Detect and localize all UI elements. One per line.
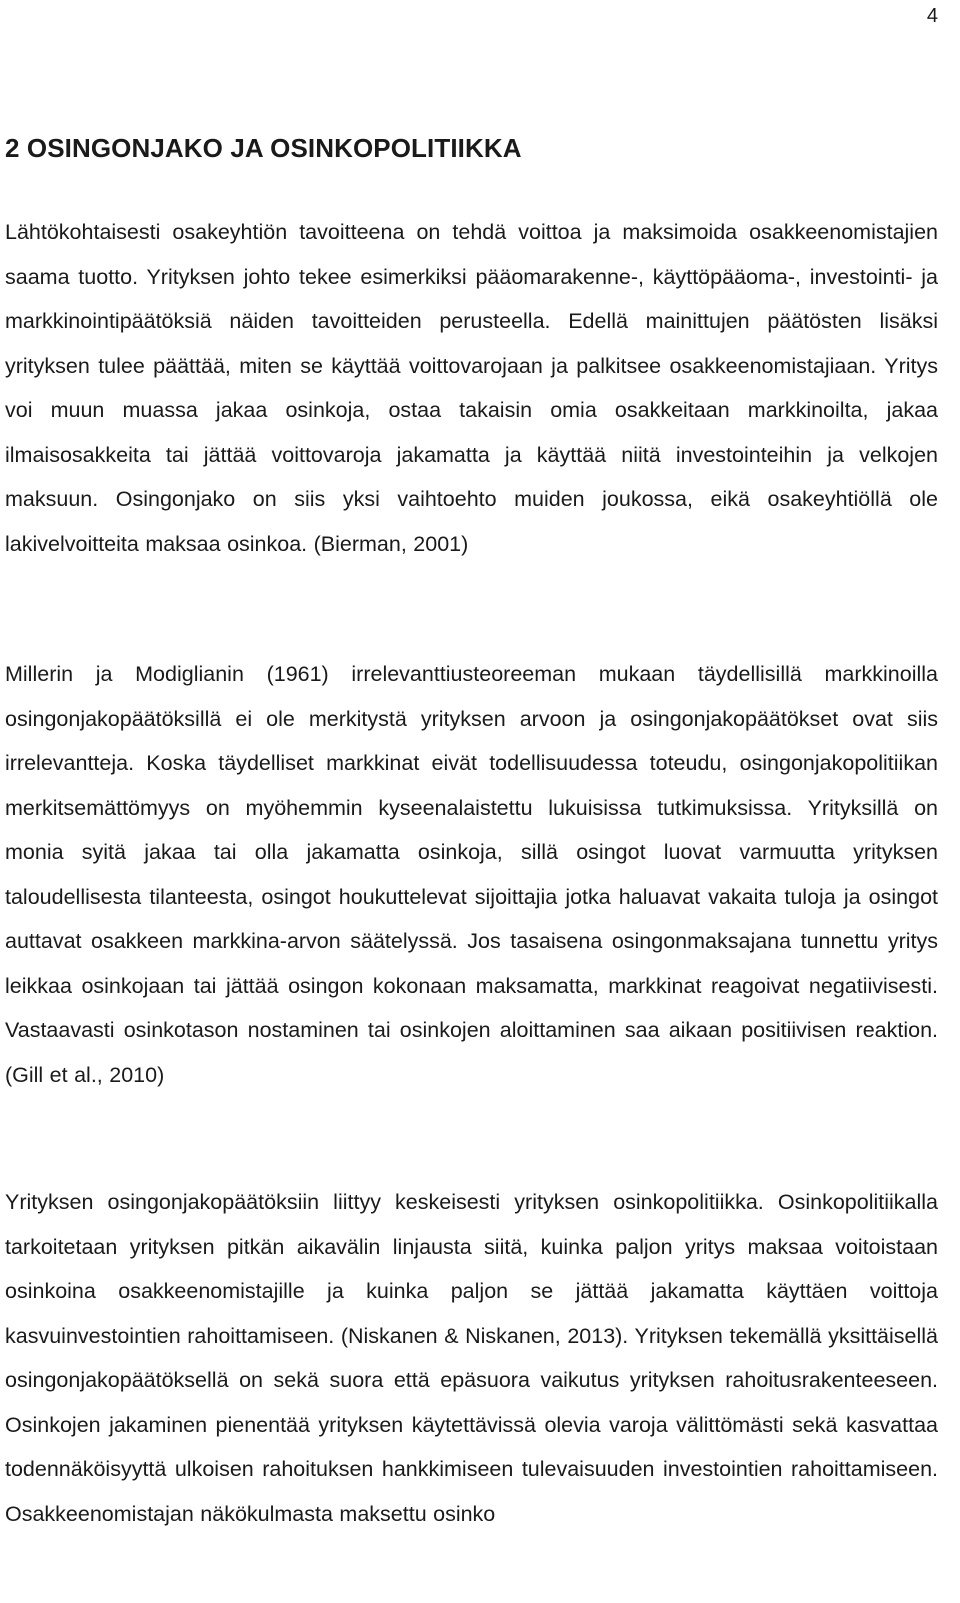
body-paragraph-2: Millerin ja Modiglianin (1961) irrelevanttiusteoreeman mukaan täydellisillä markkinoilla osingonjakopäätöksillä ei ole merkitystä yrityksen arvoon ja osingonjakopäätökset ovat siis irrelevantteja. Koska täydelliset markkinat eivät todellisuudessa toteudu, osingonjakopolitiikan merkitsemättömyys on myöhemmin kyseenalaistettu lukuisissa tutkimuksissa. Yrityksillä on monia syitä jakaa tai olla jakamatta osinkoja, sillä osingot luovat varmuutta yrityksen taloudellisesta tilanteesta, osingot houkuttelevat sijoittajia jotka haluavat vakaita tuloja ja osingot auttavat osakkeen markkina-arvon säätelyssä. Jos tasaisena osingonmaksajana tunnettu yritys leikkaa osinkojaan tai jättää osingon kokonaan maksamatta, markkinat reagoivat negatiivisesti. Vastaavasti osinkotason nostaminen tai osinkojen aloittaminen saa aikaan positiivisen reaktion. (Gill et al., 2010) — [5, 662, 938, 1087]
body-paragraph-3: Yrityksen osingonjakopäätöksiin liittyy keskeisesti yrityksen osinkopolitiikka. Osinkopolitiikalla tarkoitetaan yrityksen pitkän aikavälin linjausta siitä, kuinka paljon yritys maksaa voitoistaan osinkoina osakkeenomistajille ja kuinka paljon se jättää jakamatta käyttäen voittoja kasvuinvestointien rahoittamiseen. (Niskanen & Niskanen, 2013). Yrityksen tekemällä yksittäisellä osingonjakopäätöksellä on sekä suora että epäsuora vaikutus yrityksen rahoitusrakenteeseen. Osinkojen jakaminen pienentää yrityksen käytettävissä olevia varoja välittömästi sekä kasvattaa todennäköisyyttä ulkoisen rahoituksen hankkimiseen tulevaisuuden investointien rahoittamiseen. Osakkeenomistajan näkökulmasta maksettu osinko — [5, 1190, 938, 1526]
body-paragraph-1: Lähtökohtaisesti osakeyhtiön tavoitteena on tehdä voittoa ja maksimoida osakkeenomistajien saama tuotto. Yrityksen johto tekee esimerkiksi pääomarakenne-, käyttöpääoma-, investointi- ja markkinointipäätöksiä näiden tavoitteiden perusteella. Edellä mainittujen päätösten lisäksi yrityksen tulee päättää, miten se käyttää voittovarojaan ja palkitsee osakkeenomistajiaan. Yritys voi muun muassa jakaa osinkoja, ostaa takaisin omia osakkeitaan markkinoilta, jakaa ilmaisosakkeita tai jättää voittovaroja jakamatta ja käyttää niitä investointeihin ja velkojen maksuun. Osingonjako on siis yksi vaihtoehto muiden joukossa, eikä osakeyhtiöllä ole lakivelvoitteita maksaa osinkoa. (Bierman, 2001) — [5, 220, 938, 556]
section-heading: 2 OSINGONJAKO JA OSINKOPOLITIIKKA — [5, 133, 522, 163]
page-number: 4 — [926, 5, 938, 27]
